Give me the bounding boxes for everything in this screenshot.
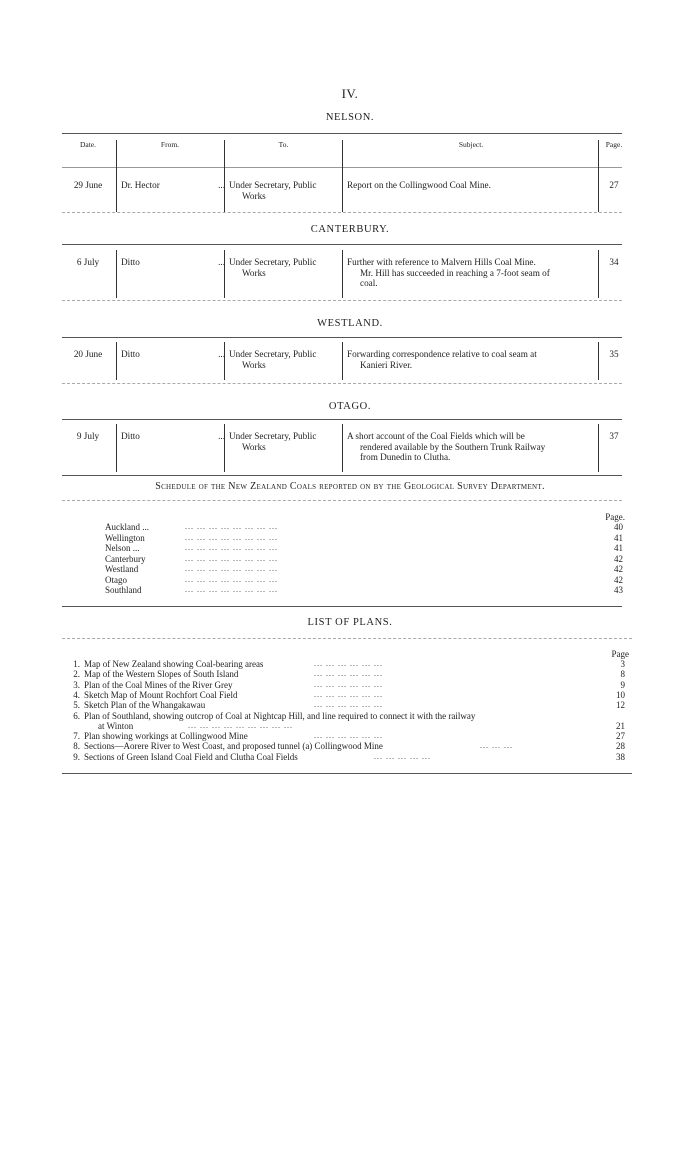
plan-row: [68, 752, 630, 762]
header-page: Page.: [605, 140, 623, 149]
row-to-line: Works: [242, 441, 266, 452]
section-top-rule: [62, 337, 622, 338]
schedule-row: [105, 564, 623, 575]
plan-text: Plan showing workings at Collingwood Mine: [84, 731, 248, 742]
leader-dots: ... ... ... ... ... ... ... ...: [185, 543, 278, 552]
plan-row: [68, 659, 630, 669]
row-dots: ...: [218, 349, 225, 359]
row-dots: ...: [218, 431, 225, 441]
leader-dots: ... ... ... ... ... ... ... ...: [185, 585, 278, 594]
schedule-name: Nelson ...: [105, 543, 140, 553]
plan-row: [68, 690, 630, 700]
leader-dots: ... ... ... ... ... ... ... ...: [185, 553, 278, 563]
section-rule: [62, 212, 622, 213]
col-divider: [224, 140, 225, 212]
page-number: IV.: [341, 86, 359, 101]
leader-dots: ... ... ... ... ... ...: [314, 679, 383, 689]
schedule-name: Otago: [105, 574, 127, 585]
plan-page: 8: [620, 669, 625, 680]
schedule-name: Westland: [105, 564, 139, 574]
section-title-otago: OTAGO.: [328, 401, 372, 412]
subject-line: coal.: [360, 278, 378, 288]
section-rule: [62, 383, 622, 384]
subject-line: Report on the Collingwood Coal Mine.: [347, 180, 491, 190]
leader-dots: ... ... ... ... ...: [374, 751, 431, 761]
plan-row: [68, 680, 630, 690]
plan-row: [68, 711, 630, 721]
schedule-page: 41: [614, 543, 623, 553]
schedule-rule: [62, 500, 622, 501]
schedule-page: 43: [614, 585, 623, 595]
schedule-page: 42: [614, 574, 623, 585]
row-date: 9 July: [76, 431, 100, 441]
row-from: Ditto: [121, 431, 140, 441]
plan-text: Plan of Southland, showing outcrop of Coal at Nightcap Hill, and line required to connect it with the railway: [84, 710, 476, 721]
col-divider: [342, 342, 343, 380]
col-divider: [598, 424, 599, 472]
header-date: Date.: [79, 140, 97, 149]
col-divider: [116, 424, 117, 472]
row-to-line: Works: [242, 190, 266, 201]
subject-line: Kanieri River.: [360, 359, 413, 370]
schedule-page-header: Page.: [605, 512, 625, 522]
row-subject: [347, 180, 595, 191]
schedule-bottom-rule: [62, 606, 622, 607]
schedule-name: Wellington: [105, 532, 145, 543]
col-divider: [116, 140, 117, 212]
table-top-rule: [62, 133, 622, 134]
col-divider: [598, 140, 599, 212]
plan-page: 27: [616, 731, 625, 742]
schedule-page: 40: [614, 522, 623, 532]
plan-number: 7.: [73, 731, 80, 742]
plan-text: at Winton: [98, 720, 134, 731]
row-to-line: Works: [242, 359, 266, 370]
plan-text: Sketch Map of Mount Rochfort Coal Field: [84, 689, 238, 700]
schedule-row: [105, 532, 623, 544]
schedule-row: [105, 574, 623, 586]
plan-page: 38: [616, 751, 625, 762]
row-to-line: Under Secretary, Public: [229, 431, 317, 441]
section-title-westland: WESTLAND.: [317, 318, 383, 329]
row-to-line: Works: [242, 267, 266, 278]
plan-number: 2.: [73, 669, 80, 680]
section-top-rule: [62, 244, 622, 245]
row-subject: [347, 431, 595, 463]
plan-number: 3.: [73, 679, 80, 690]
header-from: From.: [160, 140, 180, 149]
schedule-name: Southland: [105, 585, 142, 595]
leader-dots: ... ... ... ... ... ... ... ...: [185, 532, 278, 542]
leader-dots: ... ... ... ... ... ...: [314, 700, 383, 710]
leader-dots: ... ... ... ... ... ...: [314, 669, 383, 679]
col-divider: [116, 250, 117, 298]
row-to: [229, 257, 341, 278]
col-divider: [224, 342, 225, 380]
section-rule: [62, 300, 622, 301]
col-divider: [342, 140, 343, 212]
schedule-row: [105, 543, 623, 554]
row-dots: ...: [218, 257, 225, 267]
leader-dots: ... ... ...: [480, 741, 513, 751]
header-to: To.: [278, 140, 289, 149]
row-to: [229, 431, 341, 452]
plan-text: Map of the Western Slopes of South Island: [84, 669, 239, 680]
subject-line: Further with reference to Malvern Hills Coal Mine.: [347, 257, 536, 267]
row-page: 27: [609, 180, 619, 190]
plan-row: [68, 700, 630, 710]
plan-text: Sketch Plan of the Whangakawau: [84, 700, 206, 711]
row-date: 29 June: [73, 180, 103, 190]
plan-row: [68, 731, 630, 741]
plans-rule: [62, 638, 632, 639]
leader-dots: ... ... ... ... ... ... ... ...: [185, 522, 278, 531]
leader-dots: ... ... ... ... ... ...: [314, 731, 383, 741]
leader-dots: ... ... ... ... ... ... ... ... ...: [188, 720, 293, 730]
plan-row: [68, 669, 630, 679]
section-title-canterbury: CANTERBURY.: [310, 224, 390, 235]
subject-line: from Dunedin to Clutha.: [360, 452, 451, 462]
row-page: 34: [609, 257, 619, 267]
schedule-page: 42: [614, 553, 623, 564]
plan-number: 4.: [73, 689, 80, 700]
leader-dots: ... ... ... ... ... ... ... ...: [185, 564, 278, 573]
plan-number: 6.: [73, 710, 80, 721]
plan-page: 21: [616, 720, 625, 731]
row-to-line: Under Secretary, Public: [229, 180, 317, 190]
leader-dots: ... ... ... ... ... ...: [314, 689, 383, 699]
row-from: Dr. Hector: [121, 180, 160, 190]
plan-page: 9: [620, 679, 625, 690]
row-dots: ...: [218, 180, 225, 190]
plan-text: Plan of the Coal Mines of the River Grey: [84, 679, 233, 690]
col-divider: [598, 250, 599, 298]
plan-page: 10: [616, 689, 625, 700]
section-top-rule: [62, 419, 622, 420]
row-page: 35: [609, 349, 619, 359]
schedule-name: Auckland ...: [105, 522, 149, 532]
subject-line: rendered available by the Southern Trunk Railway: [360, 441, 546, 452]
col-divider: [342, 250, 343, 298]
subject-line: A short account of the Coal Fields which will be: [347, 431, 525, 441]
schedule-row: [105, 522, 623, 533]
row-to-line: Under Secretary, Public: [229, 257, 317, 267]
table-bottom-rule: [62, 475, 622, 476]
schedule-row: [105, 553, 623, 565]
plan-text: Map of New Zealand showing Coal-bearing areas: [84, 659, 264, 669]
col-divider: [598, 342, 599, 380]
plan-text: Sections of Green Island Coal Field and Clutha Coal Fields: [84, 751, 298, 762]
header-subject: Subject.: [458, 140, 484, 149]
plans-title: LIST OF PLANS.: [307, 617, 393, 628]
plans-page-header: Page: [611, 649, 629, 659]
plan-number: 5.: [73, 700, 80, 711]
subject-line: Mr. Hill has succeeded in reaching a 7-foot seam of: [360, 267, 550, 278]
section-title-nelson: NELSON.: [325, 112, 375, 123]
schedule-name: Canterbury: [105, 553, 146, 564]
plan-number: 8.: [73, 741, 80, 752]
plan-page: 3: [620, 659, 625, 669]
plans-bottom-rule: [62, 773, 632, 774]
leader-dots: ... ... ... ... ... ...: [314, 659, 383, 668]
schedule-row: [105, 585, 623, 596]
col-divider: [342, 424, 343, 472]
row-to: [229, 349, 341, 370]
schedule-page: 42: [614, 564, 623, 574]
row-to: [229, 180, 341, 201]
row-date: 20 June: [73, 349, 103, 359]
schedule-title: Schedule of the New Zealand Coals reported on by the Geological Survey Department.: [155, 481, 545, 492]
row-to-line: Under Secretary, Public: [229, 349, 317, 359]
row-from: Ditto: [121, 349, 140, 359]
col-divider: [116, 342, 117, 380]
row-date: 6 July: [76, 257, 100, 267]
plan-page: 28: [616, 741, 625, 752]
plan-number: 9.: [73, 751, 80, 762]
plan-row: [68, 741, 630, 751]
leader-dots: ... ... ... ... ... ... ... ...: [185, 574, 278, 584]
row-page: 37: [609, 431, 619, 441]
subject-line: Forwarding correspondence relative to coal seam at: [347, 349, 537, 359]
row-subject: [347, 257, 595, 289]
plan-row: [68, 721, 630, 731]
row-from: Ditto: [121, 257, 140, 267]
plan-number: 1.: [73, 659, 80, 669]
plan-text: Sections—Aorere River to West Coast, and proposed tunnel (a) Collingwood Mine: [84, 741, 383, 752]
schedule-page: 41: [614, 532, 623, 543]
row-subject: [347, 349, 595, 370]
plan-page: 12: [616, 700, 625, 711]
